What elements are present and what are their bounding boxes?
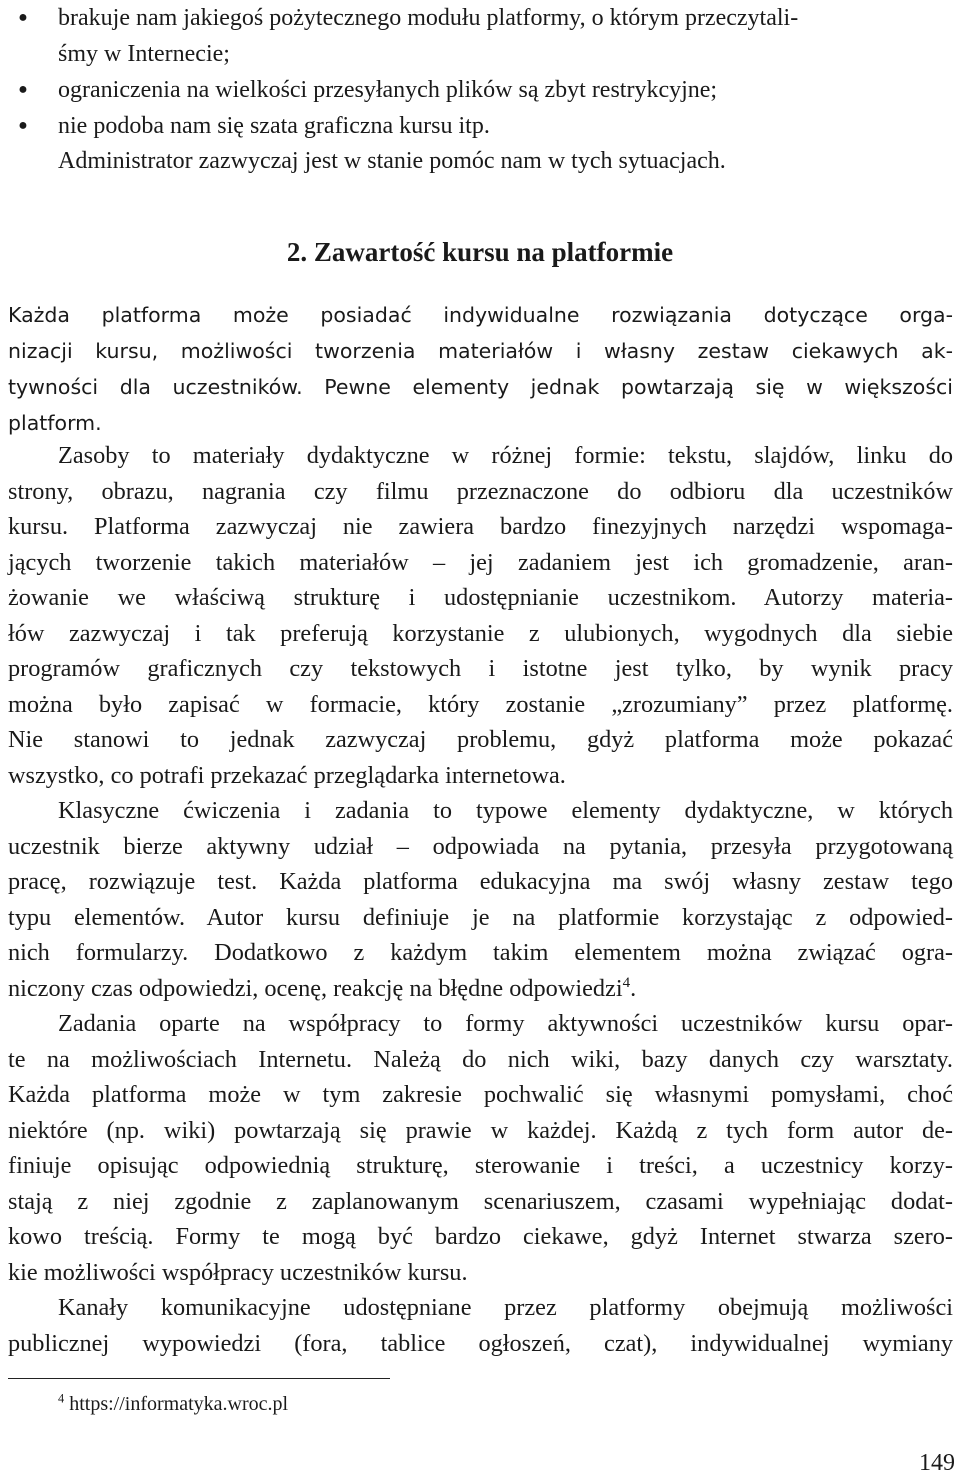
paragraph-line bbox=[8, 509, 953, 545]
line-text: niektóre (np. wiki) powtarzają się prawie w każdej. Każdą z tych form autor de- bbox=[8, 1116, 953, 1144]
paragraph-line: platform. bbox=[8, 411, 102, 435]
section-heading: 2. Zawartość kursu na platformie bbox=[286, 237, 674, 267]
paragraph-line bbox=[8, 438, 953, 474]
paragraph-line bbox=[8, 758, 953, 794]
footnote-number: 4 bbox=[58, 1391, 65, 1406]
paragraph-line bbox=[8, 616, 953, 652]
paragraph-line: nizacji kursu, możliwości tworzenia materiałów i własny zestaw ciekawych ak- bbox=[8, 339, 953, 363]
line-text: Kanały komunikacyjne udostępniane przez platformy obejmują możliwości bbox=[58, 1294, 953, 1321]
paragraph-line: Każda platforma może posiadać indywidualne rozwiązania dotyczące orga- bbox=[8, 303, 953, 327]
footnote-separator bbox=[8, 1378, 390, 1379]
line-text: żowanie we właściwą strukturę i udostępnianie uczestnikom. Autorzy materia- bbox=[8, 584, 953, 611]
line-text: jących tworzenie takich materiałów – jej zadaniem jest ich gromadzenie, aran- bbox=[8, 548, 953, 576]
paragraph-line bbox=[8, 1219, 953, 1255]
list-item bbox=[8, 72, 953, 108]
bullet-list bbox=[8, 0, 953, 144]
paragraph-line: tywności dla uczestników. Pewne elementy jednak powtarzają się w większości bbox=[8, 375, 953, 399]
paragraph-line bbox=[8, 793, 953, 829]
paragraph-line bbox=[8, 1006, 953, 1042]
line-text: publicznej wypowiedzi (fora, tablice ogłoszeń, czat), indywidualnej wymiany bbox=[8, 1329, 953, 1357]
bullet-icon: ● bbox=[18, 117, 28, 134]
line-text: Klasyczne ćwiczenia i zadania to typowe elementy dydaktyczne, w których bbox=[58, 797, 953, 824]
line-text: wszystko, co potrafi przekazać przeglądarka internetowa. bbox=[8, 761, 566, 789]
page-number: 149 bbox=[919, 1450, 955, 1476]
line-text: Nie stanowi to jednak zazwyczaj problemu, gdyż platforma może pokazać bbox=[8, 726, 953, 753]
list-item-line: śmy w Internecie; bbox=[58, 41, 230, 67]
line-text: typu elementów. Autor kursu definiuje je na platformie korzystając z odpowied- bbox=[8, 903, 953, 931]
paragraph-line bbox=[8, 651, 953, 687]
line-text: Zadania oparte na współpracy to formy aktywności uczestników kursu opar- bbox=[58, 1010, 953, 1037]
line-text: kie możliwości współpracy uczestników kursu. bbox=[8, 1258, 468, 1286]
paragraph-line bbox=[8, 935, 953, 971]
line-text: finiuje opisując odpowiednią strukturę, sterowanie i treści, a uczestnicy korzy- bbox=[8, 1152, 953, 1179]
paragraph-line bbox=[8, 900, 953, 936]
paragraph-line bbox=[8, 545, 953, 581]
paragraph-line bbox=[8, 864, 953, 900]
line-text: stają z niej zgodnie z zaplanowanym scenariuszem, czasami wypełniając dodat- bbox=[8, 1187, 953, 1215]
line-text: Zasoby to materiały dydaktyczne w różnej formie: tekstu, slajdów, linku do bbox=[58, 442, 953, 469]
paragraph-line bbox=[8, 1042, 953, 1078]
line-text: niczony czas odpowiedzi, ocenę, reakcję na błędne odpowiedzi bbox=[8, 974, 623, 1002]
footnote-link[interactable]: https://informatyka.wroc.pl bbox=[69, 1393, 289, 1415]
line-text: łów zazwyczaj i tak preferują korzystanie z ulubionych, wygodnych dla siebie bbox=[8, 619, 953, 647]
line-text: uczestnik bierze aktywny udział – odpowiada na pytania, przesyła przygotowaną bbox=[8, 832, 953, 860]
paragraph-line bbox=[8, 474, 953, 510]
intro-paragraph bbox=[8, 297, 953, 441]
footnote-reference[interactable]: 4 bbox=[622, 974, 631, 991]
line-suffix: . bbox=[630, 974, 637, 1002]
paragraph-line bbox=[8, 1148, 953, 1184]
paragraph-line bbox=[8, 722, 953, 758]
line-text: programów graficznych czy tekstowych i istotne jest tylko, by wynik pracy bbox=[8, 655, 953, 682]
line-text: kowo treścią. Formy te mogą być bardzo ciekawe, gdyż Internet stwarza szero- bbox=[8, 1223, 953, 1250]
list-item bbox=[8, 0, 953, 72]
line-text: kursu. Platforma zazwyczaj nie zawiera bardzo finezyjnych narzędzi wspomaga- bbox=[8, 513, 953, 540]
list-item-line: brakuje nam jakiegoś pożytecznego modułu platformy, o którym przeczytali- bbox=[58, 5, 799, 31]
paragraph-line bbox=[8, 1255, 953, 1291]
paragraph-line bbox=[8, 1113, 953, 1149]
line-text: można było zapisać w formacie, który zostanie „zrozumiany” przez platformę. bbox=[8, 690, 953, 718]
bullet-icon: ● bbox=[18, 81, 28, 98]
paragraph-line bbox=[8, 971, 953, 1007]
line-text: pracę, rozwiązuje test. Każda platforma edukacyjna ma swój własny zestaw tego bbox=[8, 868, 953, 895]
line-text: nich formularzy. Dodatkowo z każdym takim elementem można związać ogra- bbox=[8, 939, 953, 966]
paragraph-line bbox=[8, 580, 953, 616]
paragraph-line bbox=[8, 1184, 953, 1220]
list-item-line: nie podoba nam się szata graficzna kursu itp. bbox=[58, 113, 490, 139]
footnote bbox=[58, 1390, 288, 1418]
paragraph-line bbox=[8, 829, 953, 865]
line-text: te na możliwościach Internetu. Należą do nich wiki, bazy danych czy warsztaty. bbox=[8, 1045, 953, 1073]
line-text: Każda platforma może w tym zakresie pochwalić się własnymi pomysłami, choć bbox=[8, 1081, 953, 1108]
list-item bbox=[8, 108, 953, 144]
list-item-line: ograniczenia na wielkości przesyłanych plików są zbyt restrykcyjne; bbox=[58, 77, 718, 103]
body-text bbox=[8, 438, 953, 1361]
paragraph-line bbox=[8, 1326, 953, 1362]
paragraph-line bbox=[8, 1077, 953, 1113]
bullet-icon: ● bbox=[18, 9, 28, 26]
administrator-note: Administrator zazwyczaj jest w stanie pomóc nam w tych sytuacjach. bbox=[58, 148, 726, 174]
paragraph-line bbox=[8, 1290, 953, 1326]
line-text: strony, obrazu, nagrania czy filmu przeznaczone do odbioru dla uczestników bbox=[8, 477, 953, 505]
paragraph-line bbox=[8, 687, 953, 723]
